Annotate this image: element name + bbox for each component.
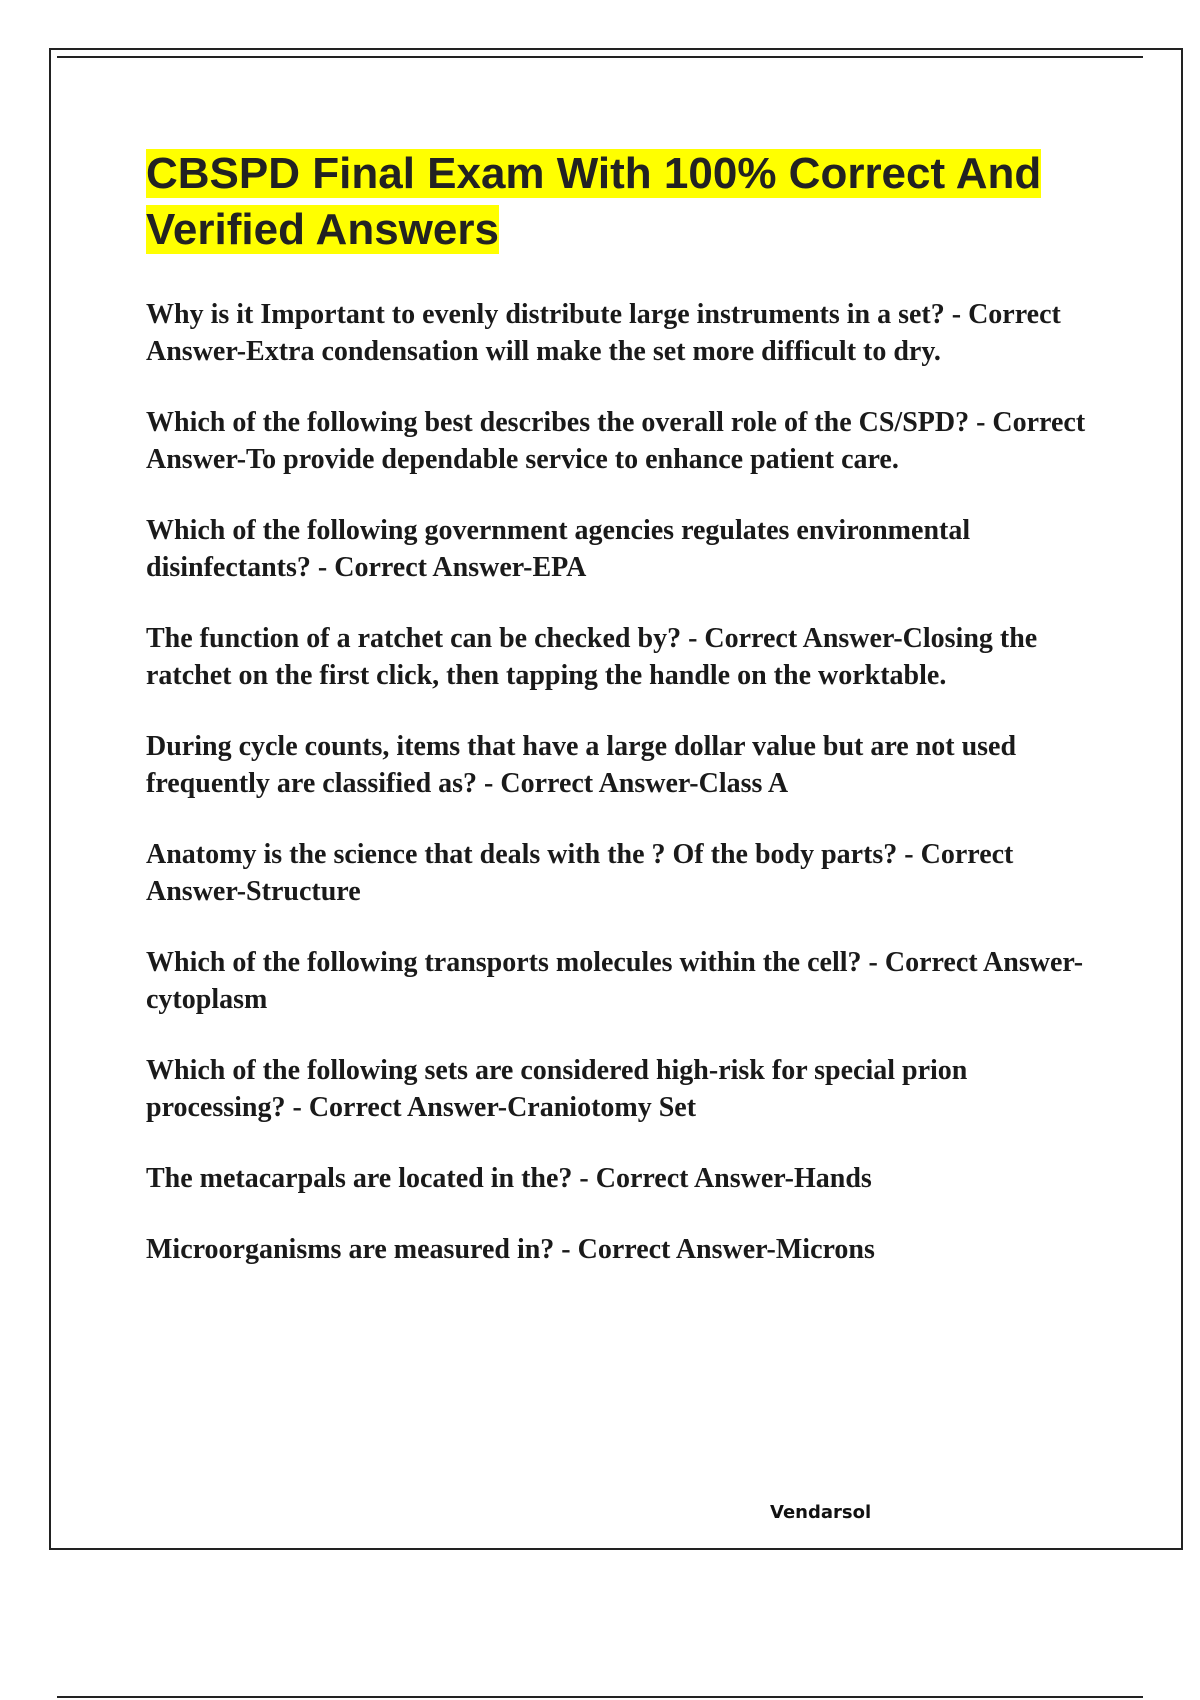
title-highlight: CBSPD Final Exam With 100% Correct And Verified Answers bbox=[146, 149, 1042, 254]
document-title bbox=[146, 146, 1096, 258]
qa-item: Which of the following sets are considered high-risk for special prion processing? - Correct Answer-Craniotomy Set bbox=[146, 1055, 968, 1123]
qa-item: Microorganisms are measured in? - Correct Answer-Microns bbox=[146, 1234, 875, 1265]
top-rule bbox=[57, 56, 1143, 58]
qa-item: Why is it Important to evenly distribute large instruments in a set? - Correct Answer-Extra condensation will make the set more difficult to dry. bbox=[146, 299, 1061, 367]
bottom-rule bbox=[57, 1696, 1143, 1698]
qa-item: Which of the following best describes the overall role of the CS/SPD? - Correct Answer-To provide dependable service to enhance patient care. bbox=[146, 407, 1086, 475]
qa-item: During cycle counts, items that have a large dollar value but are not used frequently are classified as? - Correct Answer-Class A bbox=[146, 731, 1017, 799]
qa-item: The function of a ratchet can be checked by? - Correct Answer-Closing the ratchet on the first click, then tapping the handle on the worktable. bbox=[146, 623, 1038, 691]
footer-author: Vendarsol bbox=[770, 1502, 872, 1523]
document-body bbox=[146, 146, 1096, 1302]
qa-item: Which of the following transports molecules within the cell? - Correct Answer-cytoplasm bbox=[146, 947, 1084, 1015]
qa-list bbox=[146, 296, 1096, 1268]
qa-item: The metacarpals are located in the? - Correct Answer-Hands bbox=[146, 1163, 872, 1194]
qa-item: Anatomy is the science that deals with the ? Of the body parts? - Correct Answer-Structure bbox=[146, 839, 1014, 907]
qa-item: Which of the following government agencies regulates environmental disinfectants? - Correct Answer-EPA bbox=[146, 515, 971, 583]
